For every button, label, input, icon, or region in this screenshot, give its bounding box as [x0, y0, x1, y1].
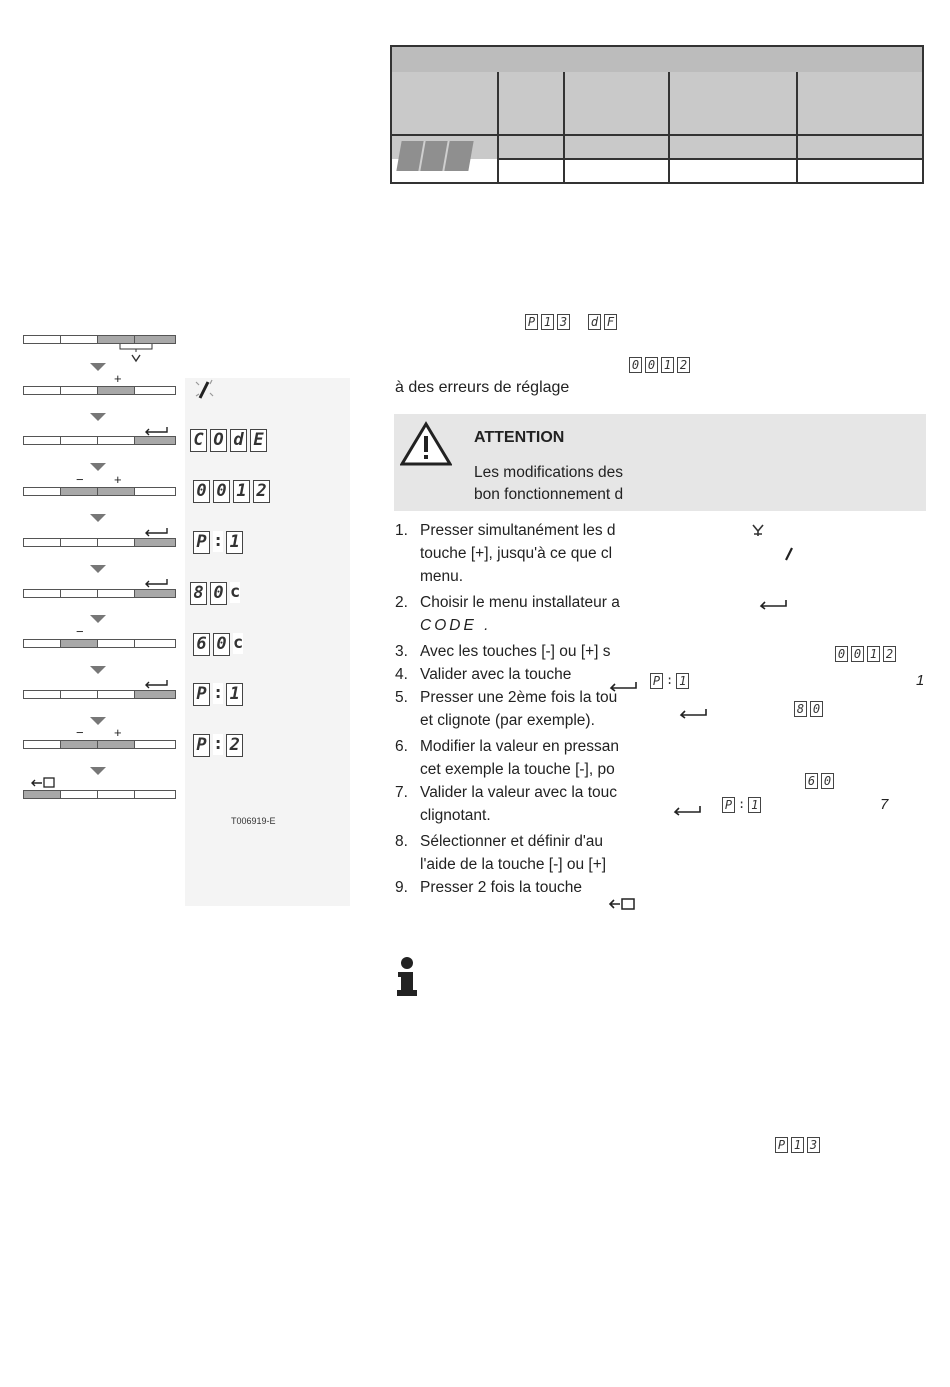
- keypad-bar: [23, 690, 176, 699]
- arrow-down-icon: [90, 666, 106, 674]
- service-icon: [750, 522, 766, 538]
- table-header-band: [392, 47, 922, 74]
- diagram-display-p1: P : 1: [193, 531, 243, 554]
- keypad-bar: [23, 790, 176, 799]
- arrow-down-icon: [90, 615, 106, 623]
- diagram-display-code: C O d E: [190, 429, 267, 452]
- table-divider: [796, 72, 798, 184]
- figure-id: T006919-E: [231, 816, 276, 826]
- display-code-p13: P 1 3: [525, 314, 570, 330]
- diagram-display-0012: 0 0 1 2: [193, 480, 270, 503]
- attention-title: ATTENTION: [474, 429, 565, 446]
- display-fragment: 7: [880, 796, 889, 813]
- diagram-display-80c: 8 0 c: [190, 582, 240, 605]
- step-1: 1. Presser simultanément les d touche [+], jusqu'à ce que cl menu.: [395, 522, 616, 585]
- diagram-display-60c: 6 0 c: [193, 633, 243, 656]
- service-icon: [118, 343, 154, 365]
- step-3: 3. Avec les touches [-] ou [+] s: [395, 643, 611, 660]
- keypad-bar: [23, 639, 176, 648]
- keypad-bar: [23, 740, 176, 749]
- enter-arrow-icon: [143, 578, 169, 588]
- keypad-bar: [23, 589, 176, 598]
- keypad-bar: [23, 386, 176, 395]
- warning-icon: [400, 421, 452, 467]
- plus-key-label: +: [114, 472, 122, 487]
- plus-key-label: +: [114, 725, 122, 740]
- keypad-bar: [23, 436, 176, 445]
- minus-key-label: −: [76, 624, 84, 639]
- minus-key-label: −: [76, 725, 84, 740]
- wrench-icon: [193, 378, 215, 402]
- step-8: 8. Sélectionner et définir d'au l'aide de la touche [-] ou [+]: [395, 833, 607, 873]
- enter-arrow-icon: [608, 680, 638, 692]
- arrow-down-icon: [90, 767, 106, 775]
- step7-display: P : 1: [722, 797, 761, 813]
- table-divider: [668, 72, 670, 184]
- attention-box: [394, 414, 926, 511]
- step6-display: 6 0: [805, 773, 834, 789]
- step-6: 6. Modifier la valeur en pressan cet exemple la touche [-], po: [395, 738, 620, 778]
- table-divider: [497, 72, 499, 184]
- enter-arrow-icon: [678, 707, 708, 719]
- display-code-0012: 0 0 1 2: [629, 357, 690, 373]
- arrow-down-icon: [90, 413, 106, 421]
- plus-key-label: +: [114, 371, 122, 386]
- table-divider: [497, 158, 922, 160]
- table-divider: [392, 134, 922, 136]
- step4-display: P : 1: [650, 673, 689, 689]
- keypad-bar: [23, 487, 176, 496]
- display-fragment: 1: [916, 672, 925, 689]
- procedure-steps: [395, 519, 640, 899]
- step-4: 4. Valider avec la touche: [395, 666, 572, 683]
- attention-text: Les modifications des bon fonctionnement d: [474, 464, 624, 503]
- parameter-table: [390, 45, 924, 184]
- enter-arrow-icon: [758, 598, 788, 610]
- step-5: 5. Presser une 2ème fois la tou et clignote (par exemple).: [395, 689, 618, 729]
- arrow-down-icon: [90, 463, 106, 471]
- diagram-display-p1-blink: P : 1: [193, 683, 243, 706]
- table-divider: [563, 72, 565, 184]
- arrow-down-icon: [90, 565, 106, 573]
- minus-key-label: −: [76, 472, 84, 487]
- step-7: 7. Valider la valeur avec la touc clignotant.: [395, 784, 618, 824]
- diagram-display-p2: P : 2: [193, 734, 243, 757]
- display-code-df: d F: [588, 314, 617, 330]
- enter-arrow-icon: [143, 527, 169, 537]
- step-2: 2. Choisir le menu installateur a CODE .: [395, 594, 620, 634]
- enter-arrow-icon: [143, 679, 169, 689]
- info-icon: [394, 955, 420, 999]
- segment-display-graphic: [396, 141, 473, 171]
- enter-arrow-icon: [143, 426, 169, 436]
- enter-arrow-icon: [672, 804, 702, 816]
- step5-display: 8 0: [794, 701, 823, 717]
- step3-display: 0 0 1 2: [835, 646, 896, 662]
- exit-arrow-icon: [30, 776, 58, 790]
- exit-arrow-icon: [608, 896, 640, 912]
- step-9: 9. Presser 2 fois la touche: [395, 879, 582, 896]
- keypad-bar: [23, 538, 176, 547]
- arrow-down-icon: [90, 363, 106, 371]
- display-code-p13-bottom: P 1 3: [775, 1137, 820, 1153]
- intro-line: à des erreurs de réglage: [395, 379, 570, 396]
- arrow-down-icon: [90, 717, 106, 725]
- wrench-icon: [783, 546, 795, 562]
- arrow-down-icon: [90, 514, 106, 522]
